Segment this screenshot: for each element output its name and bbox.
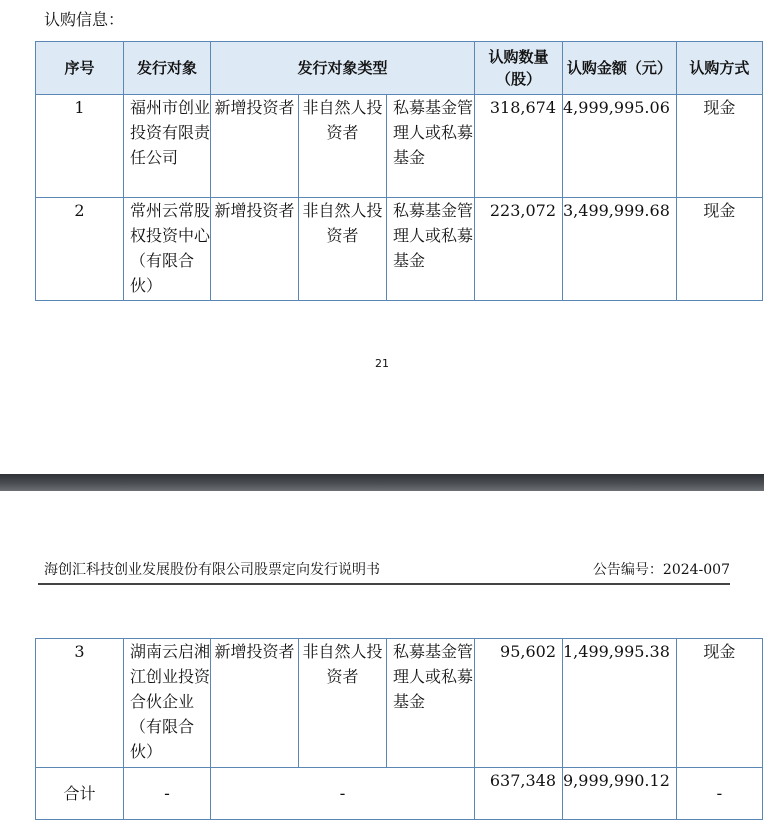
header-method: 认购方式: [676, 42, 762, 95]
table-row: [36, 639, 763, 768]
row-amount: 1,499,995.38: [563, 639, 677, 768]
row-target: 常州云常股权投资中心（有限合伙）: [124, 198, 211, 301]
header-shares: 认购数量（股）: [475, 42, 563, 95]
header-target-type: 发行对象类型: [211, 42, 475, 95]
table-row: [36, 198, 763, 301]
row-amount: 4,999,995.06: [563, 95, 677, 198]
row-type-entity: 非自然人投资者: [299, 95, 387, 198]
row-type-fund: 私募基金管理人或私募基金: [387, 639, 475, 768]
section-label: 认购信息：: [44, 10, 125, 29]
row-target: 福州市创业投资有限责任公司: [124, 95, 211, 198]
total-shares: 637,348: [475, 768, 563, 820]
page-divider: [0, 474, 764, 491]
row-type-investor: 新增投资者: [211, 95, 299, 198]
row-method: 现金: [676, 639, 762, 768]
total-row: [36, 768, 763, 820]
row-type-entity: 非自然人投资者: [299, 639, 387, 768]
row-index: 2: [36, 198, 124, 301]
header-rule: [38, 583, 730, 585]
row-method: 现金: [676, 198, 762, 301]
header-index: 序号: [36, 42, 124, 95]
total-type: -: [211, 768, 475, 820]
row-type-entity: 非自然人投资者: [299, 198, 387, 301]
document-title: 海创汇科技创业发展股份有限公司股票定向发行说明书: [44, 562, 380, 578]
subscription-table-part1: [35, 41, 763, 301]
total-amount: 9,999,990.12: [563, 768, 677, 820]
row-amount: 3,499,999.68: [563, 198, 677, 301]
row-type-investor: 新增投资者: [211, 198, 299, 301]
page-number: 21: [375, 357, 389, 370]
total-label: 合计: [36, 768, 124, 820]
row-method: 现金: [676, 95, 762, 198]
row-type-fund: 私募基金管理人或私募基金: [387, 95, 475, 198]
table-header-row: [36, 42, 763, 95]
row-type-investor: 新增投资者: [211, 639, 299, 768]
row-shares: 95,602: [475, 639, 563, 768]
table-row: [36, 95, 763, 198]
header-amount: 认购金额（元）: [563, 42, 677, 95]
row-index: 3: [36, 639, 124, 768]
total-method: -: [676, 768, 762, 820]
subscription-table-part2: [35, 638, 763, 820]
row-shares: 223,072: [475, 198, 563, 301]
header-target: 发行对象: [124, 42, 211, 95]
notice-number: 公告编号：2024-007: [592, 562, 730, 578]
row-type-fund: 私募基金管理人或私募基金: [387, 198, 475, 301]
row-shares: 318,674: [475, 95, 563, 198]
row-index: 1: [36, 95, 124, 198]
row-target: 湖南云启湘江创业投资合伙企业（有限合伙）: [124, 639, 211, 768]
total-target: -: [124, 768, 211, 820]
